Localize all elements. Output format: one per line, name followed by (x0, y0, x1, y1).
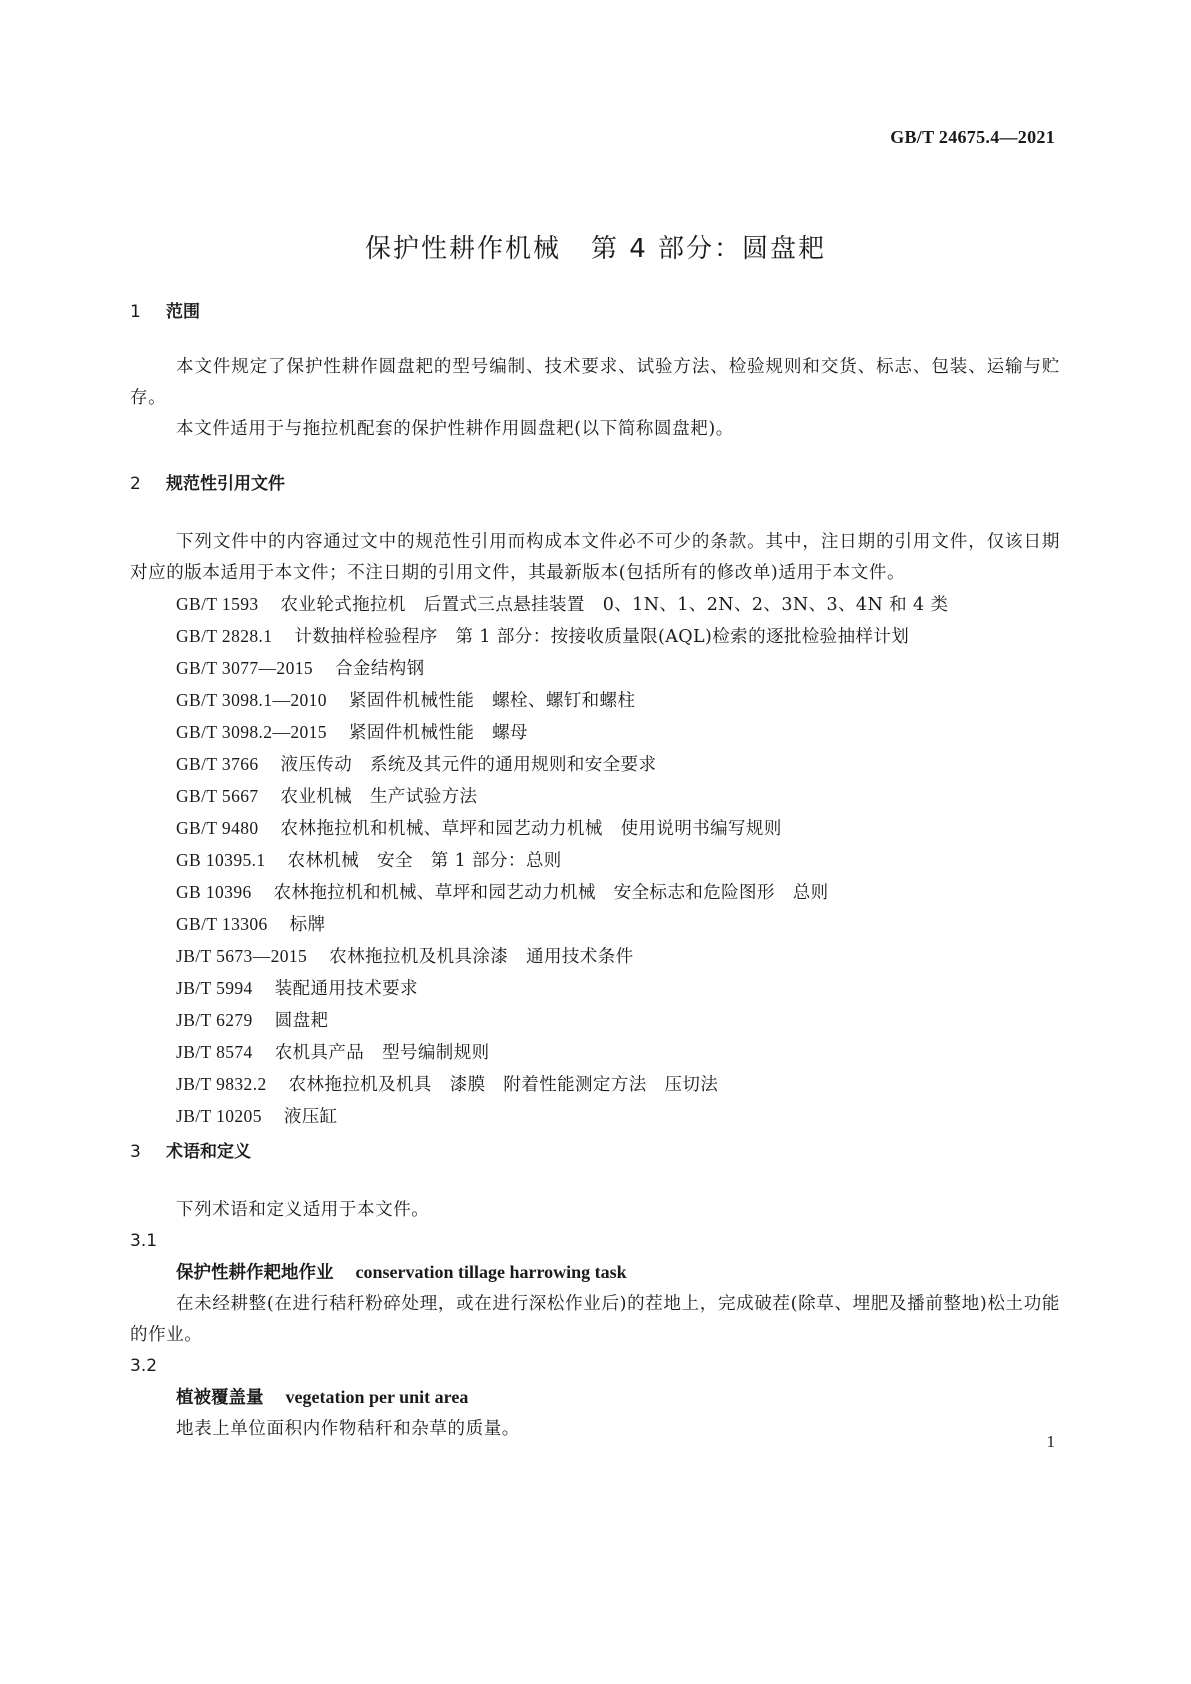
reference-item (130, 973, 1060, 1005)
scope-body (130, 352, 1060, 445)
term-definition: 在未经耕整(在进行秸秆粉碎处理，或在进行深松作业后)的茬地上，完成破茬(除草、埋肥及播前整地)松土功能的作业。 (130, 1294, 1060, 1345)
title-part-1: 保护性耕作机械 (364, 234, 561, 264)
term-chinese: 植被覆盖量 (176, 1388, 264, 1408)
reference-item (130, 1037, 1060, 1069)
section-number: 2 (130, 474, 141, 494)
reference-code: GB/T 5667 (176, 786, 259, 806)
reference-code: GB/T 13306 (176, 914, 268, 934)
reference-code: GB 10395.1 (176, 850, 266, 870)
reference-title: 液压传动 系统及其元件的通用规则和安全要求 (280, 755, 657, 775)
reference-title: 标牌 (289, 915, 326, 935)
reference-item (130, 781, 1060, 813)
reference-item (130, 749, 1060, 781)
paragraph: 下列术语和定义适用于本文件。 (176, 1200, 430, 1220)
reference-title: 装配通用技术要求 (274, 979, 418, 999)
reference-title: 紧固件机械性能 螺母 (348, 723, 528, 743)
reference-code: JB/T 9832.2 (176, 1074, 267, 1094)
section-scope (130, 300, 1060, 324)
section-title: 范围 (166, 302, 200, 322)
paragraph: 下列文件中的内容通过文中的规范性引用而构成本文件必不可少的条款。其中，注日期的引用文件，仅该日期对应的版本适用于本文件；不注日期的引用文件，其最新版本(包括所有的修改单)适用于本文件。 (130, 532, 1060, 583)
reference-code: JB/T 5994 (176, 978, 253, 998)
reference-item (130, 653, 1060, 685)
terms-body (130, 1195, 1060, 1445)
reference-code: JB/T 6279 (176, 1010, 253, 1030)
reference-code: GB/T 9480 (176, 818, 259, 838)
term-number: 3.2 (130, 1356, 158, 1376)
section-normative-references (130, 472, 1060, 496)
section-number: 1 (130, 302, 141, 322)
paragraph: 本文件规定了保护性耕作圆盘耙的型号编制、技术要求、试验方法、检验规则和交货、标志、包装、运输与贮存。 (130, 357, 1060, 408)
term-english: vegetation per unit area (285, 1387, 469, 1407)
reference-title: 农林拖拉机及机具 漆膜 附着性能测定方法 压切法 (288, 1075, 719, 1095)
term-entry (130, 1257, 1060, 1289)
reference-list (130, 589, 1060, 1133)
term-chinese: 保护性耕作耙地作业 (176, 1263, 334, 1283)
reference-title: 计数抽样检验程序 第 1 部分：按接收质量限(AQL)检索的逐批检验抽样计划 (294, 627, 910, 647)
section-title: 术语和定义 (166, 1142, 251, 1162)
reference-item (130, 1069, 1060, 1101)
reference-item (130, 813, 1060, 845)
reference-code: GB/T 1593 (176, 594, 259, 614)
term-definition: 地表上单位面积内作物秸秆和杂草的质量。 (176, 1419, 520, 1439)
reference-code: JB/T 10205 (176, 1106, 262, 1126)
reference-title: 农林拖拉机及机具涂漆 通用技术条件 (329, 947, 634, 967)
references-body (130, 527, 1060, 1133)
reference-item (130, 1005, 1060, 1037)
reference-code: GB/T 3077—2015 (176, 658, 314, 678)
reference-title: 紧固件机械性能 螺栓、螺钉和螺柱 (348, 691, 636, 711)
reference-item (130, 717, 1060, 749)
section-heading (130, 1140, 1060, 1164)
reference-title: 农林拖拉机和机械、草坪和园艺动力机械 使用说明书编写规则 (280, 819, 782, 839)
reference-code: JB/T 5673—2015 (176, 946, 308, 966)
reference-title: 圆盘耙 (274, 1011, 329, 1031)
reference-item (130, 1101, 1060, 1133)
reference-code: GB 10396 (176, 882, 252, 902)
title-part-2: 第 4 部分：圆盘耙 (590, 234, 827, 264)
standard-number: GB/T 24675.4—2021 (890, 127, 1055, 147)
reference-code: JB/T 8574 (176, 1042, 253, 1062)
reference-code: GB/T 2828.1 (176, 626, 273, 646)
section-heading (130, 472, 1060, 496)
reference-code: GB/T 3766 (176, 754, 259, 774)
section-number: 3 (130, 1142, 141, 1162)
document-title (0, 228, 1191, 265)
reference-item (130, 589, 1060, 621)
reference-title: 农林拖拉机和机械、草坪和园艺动力机械 安全标志和危险图形 总则 (273, 883, 829, 903)
reference-title: 农业轮式拖拉机 后置式三点悬挂装置 0、1N、1、2N、2、3N、3、4N 和 4 类 (280, 595, 949, 615)
section-title: 规范性引用文件 (166, 474, 285, 494)
page-number: 1 (1046, 1432, 1055, 1451)
reference-code: GB/T 3098.1—2010 (176, 690, 327, 710)
section-terms-definitions (130, 1140, 1060, 1164)
paragraph: 本文件适用于与拖拉机配套的保护性耕作用圆盘耙(以下简称圆盘耙)。 (176, 419, 734, 439)
term-number: 3.1 (130, 1231, 158, 1251)
reference-code: GB/T 3098.2—2015 (176, 722, 327, 742)
reference-title: 液压缸 (283, 1107, 338, 1127)
reference-item (130, 941, 1060, 973)
term-english: conservation tillage harrowing task (355, 1262, 627, 1282)
reference-item (130, 621, 1060, 653)
reference-item (130, 909, 1060, 941)
reference-item (130, 685, 1060, 717)
reference-title: 农业机械 生产试验方法 (280, 787, 478, 807)
reference-item (130, 877, 1060, 909)
term-entry (130, 1382, 1060, 1414)
reference-title: 合金结构钢 (335, 659, 425, 679)
reference-title: 农林机械 安全 第 1 部分：总则 (287, 851, 562, 871)
reference-title: 农机具产品 型号编制规则 (274, 1043, 490, 1063)
section-heading (130, 300, 1060, 324)
reference-item (130, 845, 1060, 877)
